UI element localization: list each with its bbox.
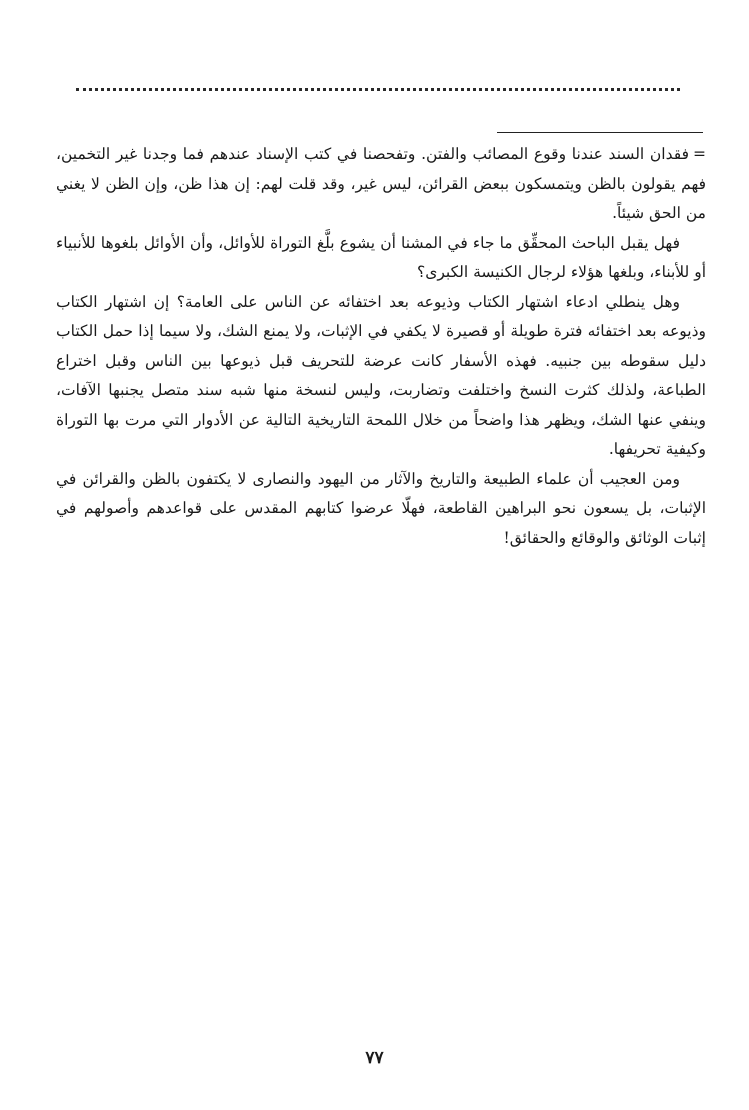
page-number: ٧٧: [365, 1048, 384, 1068]
footnote-block: [56, 140, 706, 553]
footnote-paragraph-1-text: فقدان السند عندنا وقوع المصائب والفتن. وتفحصنا في كتب الإسناد عندهم فما وجدنا غير التخمين، فهم يقولون بالظن ويتمسكون ببعض القرائن، ليس غير، وقد قلت لهم: إن هذا ظن، وإن الظن لا يغني من الحق شيئاً.: [56, 145, 706, 222]
footnote-paragraph-2: فهل يقبل الباحث المحقِّق ما جاء في المشنا أن يشوع بلَّغ التوراة للأوائل، وأن الأوائل بلغوها للأنبياء أو للأبناء، وبلغها هؤلاء لرجال الكنيسة الكبرى؟: [56, 233, 706, 281]
continuation-mark: =: [693, 145, 706, 163]
footnote-separator-line: [497, 132, 703, 133]
footnote-paragraph-4: ومن العجيب أن علماء الطبيعة والتاريخ والآثار من اليهود والنصارى لا يكتفون بالظن والقرائن في الإثبات، بل يسعون نحو البراهين القاطعة، فهلّا عرضوا كتابهم المقدس على قواعدهم وأصولهم في إثبات الوثائق والوقائع والحقائق!: [56, 469, 706, 547]
footnote-paragraph-3: وهل ينطلي ادعاء اشتهار الكتاب وذيوعه بعد اختفائه عن الناس على العامة؟ إن اشتهار الكتاب وذيوعه بعد اختفائه فترة طويلة أو قصيرة لا يكفي في الإثبات، ولا يمنع الشك، ولا سيما إذا حمل الكتاب دليل سقوطه بين جنبيه. فهذه الأسفار كانت عرضة للتحريف قبل ذيوعها بين الناس وقبل اختراع الطباعة، ولذلك كثرت النسخ واختلفت وتضاربت، وليس لنسخة منها شبه سند متصل يجنبها الآفات، وينفي عنها الشك، ويظهر هذا واضحاً من خلال اللمحة التاريخية التالية عن الأدوار التي مرت بها التوراة وكيفية تحريفها.: [56, 292, 706, 458]
footnote-paragraph-1: [56, 140, 706, 229]
separator-dotted-line: [76, 88, 680, 91]
